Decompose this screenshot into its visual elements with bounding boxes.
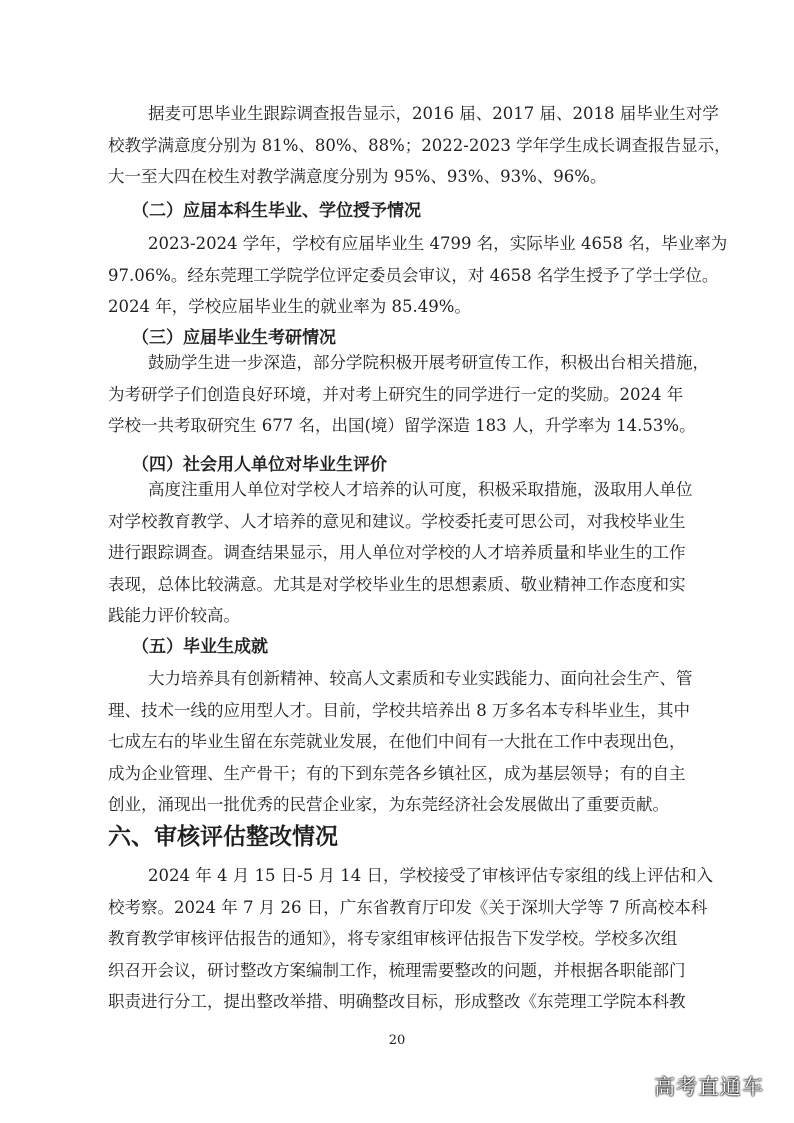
text-line: 大一至大四在校生对教学满意度分别为 95%、93%、93%、96%。 <box>108 167 607 186</box>
text-line: 大力培养具有创新精神、较高人文素质和专业实践能力、面向社会生产、管 <box>148 669 693 688</box>
text-line: 学校一共考取研究生 677 名，出国(境）留学深造 183 人，升学率为 14.53%。 <box>108 416 696 435</box>
text-line: 创业，涌现出一批优秀的民营企业家，为东莞经济社会发展做出了重要贡献。 <box>108 795 669 814</box>
paragraph-rectification <box>108 860 714 1018</box>
section-heading-postgraduate: （三）应届毕业生考研情况 <box>132 328 336 348</box>
text-line: 七成左右的毕业生留在东莞就业发展，在他们中间有一大批在工作中表现出色， <box>108 732 686 751</box>
paragraph-postgraduate <box>108 347 709 442</box>
text-line: 践能力评价较高。 <box>108 606 240 625</box>
text-line: 鼓励学生进一步深造，部分学院积极开展考研宣传工作，积极出台相关措施， <box>148 353 709 372</box>
text-line: 2023-2024 学年，学校有应届毕业生 4799 名，实际毕业 4658 名，毕业率为 <box>148 234 728 253</box>
text-line: 表现，总体比较满意。尤其是对学校毕业生的思想素质、敬业精神工作态度和实 <box>108 574 686 594</box>
text-line: 教育教学审核评估报告的通知》，将专家组审核评估报告下发学校。学校多次组 <box>108 929 678 948</box>
page-number: 20 <box>388 1033 406 1048</box>
text-line: 成为企业管理、生产骨干；有的下到东莞各乡镇社区，成为基层领导；有的自主 <box>108 763 686 783</box>
watermark: 高考直通车 <box>654 1075 764 1099</box>
text-line: 校教学满意度分别为 81%、80%、88%；2022-2023 学年学生成长调查报告显示， <box>108 135 731 155</box>
text-line: 97.06%。经东莞理工学院学位评定委员会审议，对 4658 名学生授予了学士学位。 <box>108 265 719 285</box>
text-line: 高度注重用人单位对学校人才培养的认可度，积极采取措施，汲取用人单位 <box>148 480 693 499</box>
section-heading-achievements: （五）毕业生成就 <box>132 637 268 657</box>
text-line: 职责进行分工，提出整改举措、明确整改目标，形成整改《东莞理工学院本科教 <box>108 992 686 1011</box>
paragraph-satisfaction <box>108 98 731 193</box>
text-line: 进行跟踪调查。调查结果显示，用人单位对学校的人才培养质量和毕业生的工作 <box>108 543 686 562</box>
text-line: 为考研学子们创造良好环境，并对考上研究生的同学进行一定的奖励。2024 年 <box>108 384 684 404</box>
text-line: 据麦可思毕业生跟踪调查报告显示，2016 届、2017 届、2018 届毕业生对学 <box>148 104 719 123</box>
section-heading-employer-evaluation: （四）社会用人单位对毕业生评价 <box>132 455 387 475</box>
text-line: 2024 年，学校应届毕业生的就业率为 85.49%。 <box>108 297 471 316</box>
text-line: 校考察。2024 年 7 月 26 日，广东省教育厅印发《关于深圳大学等 7 所高校本科 <box>108 897 708 917</box>
text-line: 2024 年 4 月 15 日-5 月 14 日，学校接受了审核评估专家组的线上评估和入 <box>148 866 714 885</box>
text-line: 理、技术一线的应用型人才。目前，学校共培养出 8 万多名本专科毕业生，其中 <box>108 700 690 720</box>
text-line: 对学校教育教学、人才培养的意见和建议。学校委托麦可思公司，对我校毕业生 <box>108 511 686 531</box>
chapter-heading-rectification: 六、审核评估整改情况 <box>108 824 338 850</box>
section-heading-graduation: （二）应届本科生毕业、学位授予情况 <box>132 201 421 221</box>
paragraph-achievements <box>108 663 693 821</box>
paragraph-graduation <box>108 228 728 323</box>
paragraph-employer-evaluation <box>108 474 693 632</box>
text-line: 织召开会议，研讨整改方案编制工作，梳理需要整改的问题，并根据各职能部门 <box>108 960 686 980</box>
